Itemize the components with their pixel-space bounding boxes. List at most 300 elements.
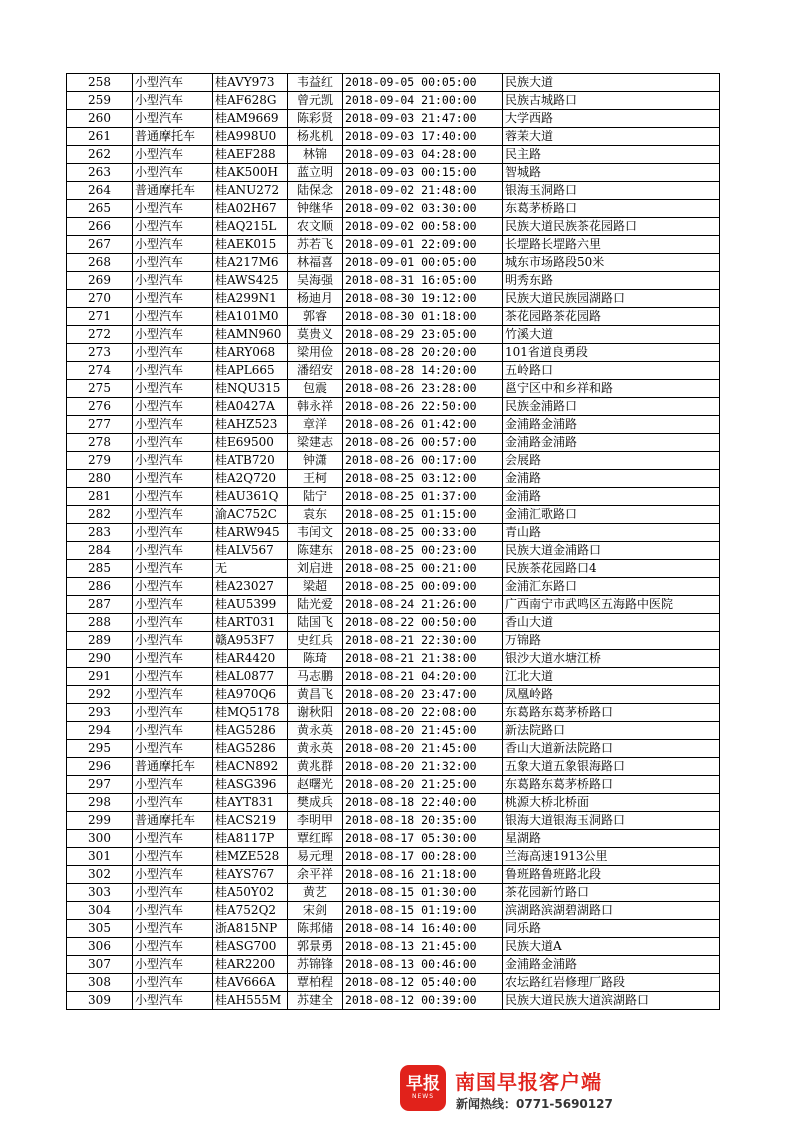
violation-time: 2018-08-26 22:50:00	[343, 398, 503, 416]
vehicle-type: 小型汽车	[133, 434, 213, 452]
violation-time: 2018-08-26 01:42:00	[343, 416, 503, 434]
vehicle-type: 小型汽车	[133, 272, 213, 290]
vehicle-type: 小型汽车	[133, 596, 213, 614]
table-row	[67, 722, 720, 740]
location: 会展路	[503, 452, 720, 470]
plate-number: 桂A299N1	[213, 290, 288, 308]
violation-time: 2018-08-26 00:57:00	[343, 434, 503, 452]
driver-name: 莫贵义	[288, 326, 343, 344]
table-row	[67, 416, 720, 434]
table-row	[67, 488, 720, 506]
record-number: 276	[67, 398, 133, 416]
table-row	[67, 200, 720, 218]
violation-time: 2018-09-02 00:58:00	[343, 218, 503, 236]
violation-time: 2018-08-24 21:26:00	[343, 596, 503, 614]
driver-name: 苏若飞	[288, 236, 343, 254]
record-number: 280	[67, 470, 133, 488]
table-row	[67, 614, 720, 632]
driver-name: 陆国飞	[288, 614, 343, 632]
plate-number: 桂A752Q2	[213, 902, 288, 920]
location: 大学西路	[503, 110, 720, 128]
vehicle-type: 小型汽车	[133, 524, 213, 542]
driver-name: 李明甲	[288, 812, 343, 830]
location: 香山大道新法院路口	[503, 740, 720, 758]
table-row	[67, 632, 720, 650]
location: 江北大道	[503, 668, 720, 686]
violation-time: 2018-08-30 19:12:00	[343, 290, 503, 308]
location: 民族大道A	[503, 938, 720, 956]
driver-name: 苏建全	[288, 992, 343, 1010]
violation-time: 2018-08-20 21:45:00	[343, 740, 503, 758]
plate-number: 桂A8117P	[213, 830, 288, 848]
record-number: 271	[67, 308, 133, 326]
driver-name: 韦益红	[288, 74, 343, 92]
vehicle-type: 小型汽车	[133, 164, 213, 182]
vehicle-type: 小型汽车	[133, 200, 213, 218]
violation-time: 2018-08-16 21:18:00	[343, 866, 503, 884]
table-row	[67, 668, 720, 686]
vehicle-type: 小型汽车	[133, 830, 213, 848]
table-row	[67, 686, 720, 704]
location: 邕宁区中和乡祥和路	[503, 380, 720, 398]
table-row	[67, 578, 720, 596]
record-number: 266	[67, 218, 133, 236]
table-row	[67, 704, 720, 722]
violation-time: 2018-08-26 00:17:00	[343, 452, 503, 470]
plate-number: 桂A50Y02	[213, 884, 288, 902]
table-row	[67, 956, 720, 974]
location: 凤凰岭路	[503, 686, 720, 704]
record-number: 298	[67, 794, 133, 812]
violation-time: 2018-08-31 16:05:00	[343, 272, 503, 290]
driver-name: 史红兵	[288, 632, 343, 650]
table-row	[67, 794, 720, 812]
record-number: 292	[67, 686, 133, 704]
record-number: 295	[67, 740, 133, 758]
location: 滨湖路滨湖碧湖路口	[503, 902, 720, 920]
driver-name: 钟继华	[288, 200, 343, 218]
table-row	[67, 884, 720, 902]
table-row	[67, 902, 720, 920]
driver-name: 覃红晖	[288, 830, 343, 848]
violation-time: 2018-08-29 23:05:00	[343, 326, 503, 344]
records-body	[67, 74, 720, 1010]
violation-time: 2018-09-02 03:30:00	[343, 200, 503, 218]
record-number: 259	[67, 92, 133, 110]
location: 五象大道五象银海路口	[503, 758, 720, 776]
table-row	[67, 398, 720, 416]
vehicle-type: 小型汽车	[133, 146, 213, 164]
newspaper-logo-icon	[400, 1065, 446, 1111]
plate-number: 桂ARW945	[213, 524, 288, 542]
record-number: 283	[67, 524, 133, 542]
table-row	[67, 326, 720, 344]
record-number: 267	[67, 236, 133, 254]
location: 东葛茅桥路口	[503, 200, 720, 218]
driver-name: 易元理	[288, 848, 343, 866]
vehicle-type: 小型汽车	[133, 848, 213, 866]
plate-number: 桂A998U0	[213, 128, 288, 146]
vehicle-type: 小型汽车	[133, 416, 213, 434]
table-row	[67, 434, 720, 452]
record-number: 293	[67, 704, 133, 722]
table-row	[67, 92, 720, 110]
driver-name: 郭睿	[288, 308, 343, 326]
plate-number: 桂AV666A	[213, 974, 288, 992]
location: 同乐路	[503, 920, 720, 938]
driver-name: 谢秋阳	[288, 704, 343, 722]
driver-name: 苏锦锋	[288, 956, 343, 974]
plate-number: 桂ACN892	[213, 758, 288, 776]
record-number: 279	[67, 452, 133, 470]
location: 蓉茉大道	[503, 128, 720, 146]
violation-time: 2018-08-18 22:40:00	[343, 794, 503, 812]
vehicle-type: 小型汽车	[133, 668, 213, 686]
record-number: 273	[67, 344, 133, 362]
driver-name: 林福喜	[288, 254, 343, 272]
driver-name: 余平祥	[288, 866, 343, 884]
plate-number: 桂AG5286	[213, 722, 288, 740]
table-row	[67, 380, 720, 398]
driver-name: 潘绍安	[288, 362, 343, 380]
plate-number: 桂ALV567	[213, 542, 288, 560]
record-number: 290	[67, 650, 133, 668]
vehicle-type: 普通摩托车	[133, 128, 213, 146]
record-number: 302	[67, 866, 133, 884]
violation-time: 2018-09-03 21:47:00	[343, 110, 503, 128]
violation-time: 2018-08-13 21:45:00	[343, 938, 503, 956]
location: 金浦路	[503, 488, 720, 506]
vehicle-type: 小型汽车	[133, 866, 213, 884]
record-number: 262	[67, 146, 133, 164]
record-number: 272	[67, 326, 133, 344]
logo-glyph: 早报	[406, 1074, 440, 1094]
vehicle-type: 小型汽车	[133, 686, 213, 704]
record-number: 303	[67, 884, 133, 902]
vehicle-type: 小型汽车	[133, 722, 213, 740]
driver-name: 马志鹏	[288, 668, 343, 686]
plate-number: 赣A953F7	[213, 632, 288, 650]
vehicle-type: 小型汽车	[133, 902, 213, 920]
record-number: 299	[67, 812, 133, 830]
location: 民族大道	[503, 74, 720, 92]
plate-number: 桂MZE528	[213, 848, 288, 866]
vehicle-type: 小型汽车	[133, 794, 213, 812]
record-number: 306	[67, 938, 133, 956]
driver-name: 陈琦	[288, 650, 343, 668]
record-number: 264	[67, 182, 133, 200]
record-number: 277	[67, 416, 133, 434]
vehicle-type: 小型汽车	[133, 506, 213, 524]
record-number: 289	[67, 632, 133, 650]
record-number: 274	[67, 362, 133, 380]
violation-time: 2018-08-20 21:32:00	[343, 758, 503, 776]
violation-time: 2018-08-22 00:50:00	[343, 614, 503, 632]
table-row	[67, 650, 720, 668]
location: 茶花园新竹路口	[503, 884, 720, 902]
driver-name: 章洋	[288, 416, 343, 434]
violation-time: 2018-08-20 22:08:00	[343, 704, 503, 722]
plate-number: 桂AM9669	[213, 110, 288, 128]
record-number: 309	[67, 992, 133, 1010]
vehicle-type: 小型汽车	[133, 308, 213, 326]
table-row	[67, 236, 720, 254]
location: 兰海高速1913公里	[503, 848, 720, 866]
vehicle-type: 小型汽车	[133, 884, 213, 902]
plate-number: 桂AR4420	[213, 650, 288, 668]
location: 青山路	[503, 524, 720, 542]
driver-name: 杨兆机	[288, 128, 343, 146]
violation-time: 2018-08-13 00:46:00	[343, 956, 503, 974]
violation-time: 2018-08-17 00:28:00	[343, 848, 503, 866]
record-number: 281	[67, 488, 133, 506]
driver-name: 王柯	[288, 470, 343, 488]
plate-number: 桂AF628G	[213, 92, 288, 110]
location: 东葛路东葛茅桥路口	[503, 704, 720, 722]
violation-time: 2018-08-15 01:30:00	[343, 884, 503, 902]
plate-number: 桂E69500	[213, 434, 288, 452]
table-row	[67, 830, 720, 848]
vehicle-type: 小型汽车	[133, 704, 213, 722]
location: 金浦路金浦路	[503, 416, 720, 434]
location: 星湖路	[503, 830, 720, 848]
table-row	[67, 128, 720, 146]
plate-number: 桂A2Q720	[213, 470, 288, 488]
record-number: 301	[67, 848, 133, 866]
plate-number: 桂APL665	[213, 362, 288, 380]
table-row	[67, 866, 720, 884]
plate-number: 桂ART031	[213, 614, 288, 632]
location: 民族大道民族茶花园路口	[503, 218, 720, 236]
plate-number: 桂A02H67	[213, 200, 288, 218]
location: 竹溪大道	[503, 326, 720, 344]
table-row	[67, 848, 720, 866]
logo-sub: NEWS	[411, 1093, 435, 1100]
location: 民族金浦路口	[503, 398, 720, 416]
table-row	[67, 506, 720, 524]
location: 民主路	[503, 146, 720, 164]
record-number: 297	[67, 776, 133, 794]
violation-time: 2018-08-25 00:21:00	[343, 560, 503, 578]
footer-branding	[400, 1065, 660, 1115]
violation-time: 2018-08-25 01:15:00	[343, 506, 503, 524]
table-row	[67, 164, 720, 182]
violation-time: 2018-08-25 01:37:00	[343, 488, 503, 506]
location: 鲁班路鲁班路北段	[503, 866, 720, 884]
record-number: 284	[67, 542, 133, 560]
location: 茶花园路茶花园路	[503, 308, 720, 326]
violation-time: 2018-08-14 16:40:00	[343, 920, 503, 938]
record-number: 308	[67, 974, 133, 992]
vehicle-type: 小型汽车	[133, 992, 213, 1010]
plate-number: 桂A101M0	[213, 308, 288, 326]
vehicle-type: 小型汽车	[133, 560, 213, 578]
plate-number: 无	[213, 560, 288, 578]
driver-name: 樊成兵	[288, 794, 343, 812]
table-row	[67, 974, 720, 992]
table-row	[67, 182, 720, 200]
vehicle-type: 小型汽车	[133, 362, 213, 380]
vehicle-type: 小型汽车	[133, 578, 213, 596]
driver-name: 覃柏程	[288, 974, 343, 992]
news-hotline: 新闻热线：0771-5690127	[456, 1097, 613, 1111]
driver-name: 黄永英	[288, 722, 343, 740]
plate-number: 渝AC752C	[213, 506, 288, 524]
plate-number: 桂AHZ523	[213, 416, 288, 434]
vehicle-type: 小型汽车	[133, 920, 213, 938]
violation-time: 2018-09-01 00:05:00	[343, 254, 503, 272]
violation-time: 2018-08-12 05:40:00	[343, 974, 503, 992]
driver-name: 刘启进	[288, 560, 343, 578]
vehicle-type: 小型汽车	[133, 254, 213, 272]
plate-number: 桂AK500H	[213, 164, 288, 182]
record-number: 304	[67, 902, 133, 920]
driver-name: 包震	[288, 380, 343, 398]
violation-time: 2018-08-20 21:45:00	[343, 722, 503, 740]
violation-time: 2018-08-20 21:25:00	[343, 776, 503, 794]
vehicle-type: 小型汽车	[133, 236, 213, 254]
violation-time: 2018-08-25 00:23:00	[343, 542, 503, 560]
violation-time: 2018-08-28 14:20:00	[343, 362, 503, 380]
driver-name: 袁东	[288, 506, 343, 524]
plate-number: 桂AL0877	[213, 668, 288, 686]
record-number: 282	[67, 506, 133, 524]
record-number: 288	[67, 614, 133, 632]
location: 农坛路红岩修理厂路段	[503, 974, 720, 992]
vehicle-type: 普通摩托车	[133, 758, 213, 776]
driver-name: 黄艺	[288, 884, 343, 902]
violation-time: 2018-08-21 22:30:00	[343, 632, 503, 650]
table-row	[67, 308, 720, 326]
record-number: 305	[67, 920, 133, 938]
table-row	[67, 776, 720, 794]
driver-name: 蓝立明	[288, 164, 343, 182]
violation-time: 2018-08-28 20:20:00	[343, 344, 503, 362]
record-number: 258	[67, 74, 133, 92]
driver-name: 赵曙光	[288, 776, 343, 794]
violation-time: 2018-08-21 04:20:00	[343, 668, 503, 686]
location: 长堽路长堽路六里	[503, 236, 720, 254]
location: 万锦路	[503, 632, 720, 650]
table-row	[67, 74, 720, 92]
violation-records-table	[66, 73, 720, 1010]
table-row	[67, 542, 720, 560]
table-row	[67, 992, 720, 1010]
driver-name: 梁建志	[288, 434, 343, 452]
record-number: 268	[67, 254, 133, 272]
table-row	[67, 272, 720, 290]
plate-number: 桂A217M6	[213, 254, 288, 272]
location: 民族大道金浦路口	[503, 542, 720, 560]
vehicle-type: 小型汽车	[133, 380, 213, 398]
driver-name: 陆光爱	[288, 596, 343, 614]
driver-name: 林锦	[288, 146, 343, 164]
vehicle-type: 小型汽车	[133, 974, 213, 992]
plate-number: 桂AWS425	[213, 272, 288, 290]
record-number: 260	[67, 110, 133, 128]
record-number: 269	[67, 272, 133, 290]
vehicle-type: 小型汽车	[133, 74, 213, 92]
vehicle-type: 普通摩托车	[133, 182, 213, 200]
table-row	[67, 740, 720, 758]
violation-time: 2018-09-05 00:05:00	[343, 74, 503, 92]
record-number: 291	[67, 668, 133, 686]
location: 五岭路口	[503, 362, 720, 380]
vehicle-type: 小型汽车	[133, 344, 213, 362]
violation-time: 2018-09-04 21:00:00	[343, 92, 503, 110]
plate-number: 桂ASG700	[213, 938, 288, 956]
violation-time: 2018-08-21 21:38:00	[343, 650, 503, 668]
location: 明秀东路	[503, 272, 720, 290]
violation-time: 2018-08-25 03:12:00	[343, 470, 503, 488]
plate-number: 桂A970Q6	[213, 686, 288, 704]
violation-time: 2018-09-03 17:40:00	[343, 128, 503, 146]
table-row	[67, 596, 720, 614]
record-number: 270	[67, 290, 133, 308]
vehicle-type: 小型汽车	[133, 110, 213, 128]
location: 东葛路东葛茅桥路口	[503, 776, 720, 794]
record-number: 278	[67, 434, 133, 452]
plate-number: 桂ASG396	[213, 776, 288, 794]
table-row	[67, 524, 720, 542]
brand-name: 南国早报客户端	[455, 1070, 602, 1094]
plate-number: 桂AU5399	[213, 596, 288, 614]
driver-name: 韦闰文	[288, 524, 343, 542]
plate-number: 桂AQ215L	[213, 218, 288, 236]
record-number: 296	[67, 758, 133, 776]
vehicle-type: 小型汽车	[133, 956, 213, 974]
location: 金浦汇歌路口	[503, 506, 720, 524]
driver-name: 吴海强	[288, 272, 343, 290]
plate-number: 桂AH555M	[213, 992, 288, 1010]
table-row	[67, 470, 720, 488]
vehicle-type: 小型汽车	[133, 92, 213, 110]
table-row	[67, 344, 720, 362]
violation-time: 2018-08-15 01:19:00	[343, 902, 503, 920]
location: 民族古城路口	[503, 92, 720, 110]
table-row	[67, 920, 720, 938]
table-row	[67, 452, 720, 470]
plate-number: 桂AEK015	[213, 236, 288, 254]
vehicle-type: 小型汽车	[133, 776, 213, 794]
location: 101省道良勇段	[503, 344, 720, 362]
driver-name: 黄兆群	[288, 758, 343, 776]
record-number: 287	[67, 596, 133, 614]
driver-name: 黄永英	[288, 740, 343, 758]
location: 银海大道银海玉洞路口	[503, 812, 720, 830]
vehicle-type: 小型汽车	[133, 632, 213, 650]
record-number: 275	[67, 380, 133, 398]
location: 银海玉洞路口	[503, 182, 720, 200]
driver-name: 陆宁	[288, 488, 343, 506]
driver-name: 陆保念	[288, 182, 343, 200]
table-row	[67, 812, 720, 830]
driver-name: 梁用俭	[288, 344, 343, 362]
plate-number: 浙A815NP	[213, 920, 288, 938]
location: 桃源大桥北桥面	[503, 794, 720, 812]
location: 民族茶花园路口4	[503, 560, 720, 578]
record-number: 286	[67, 578, 133, 596]
driver-name: 陈彩贤	[288, 110, 343, 128]
record-number: 300	[67, 830, 133, 848]
table-row	[67, 254, 720, 272]
violation-time: 2018-09-03 00:15:00	[343, 164, 503, 182]
vehicle-type: 小型汽车	[133, 650, 213, 668]
table-row	[67, 146, 720, 164]
vehicle-type: 小型汽车	[133, 218, 213, 236]
vehicle-type: 小型汽车	[133, 740, 213, 758]
driver-name: 梁超	[288, 578, 343, 596]
